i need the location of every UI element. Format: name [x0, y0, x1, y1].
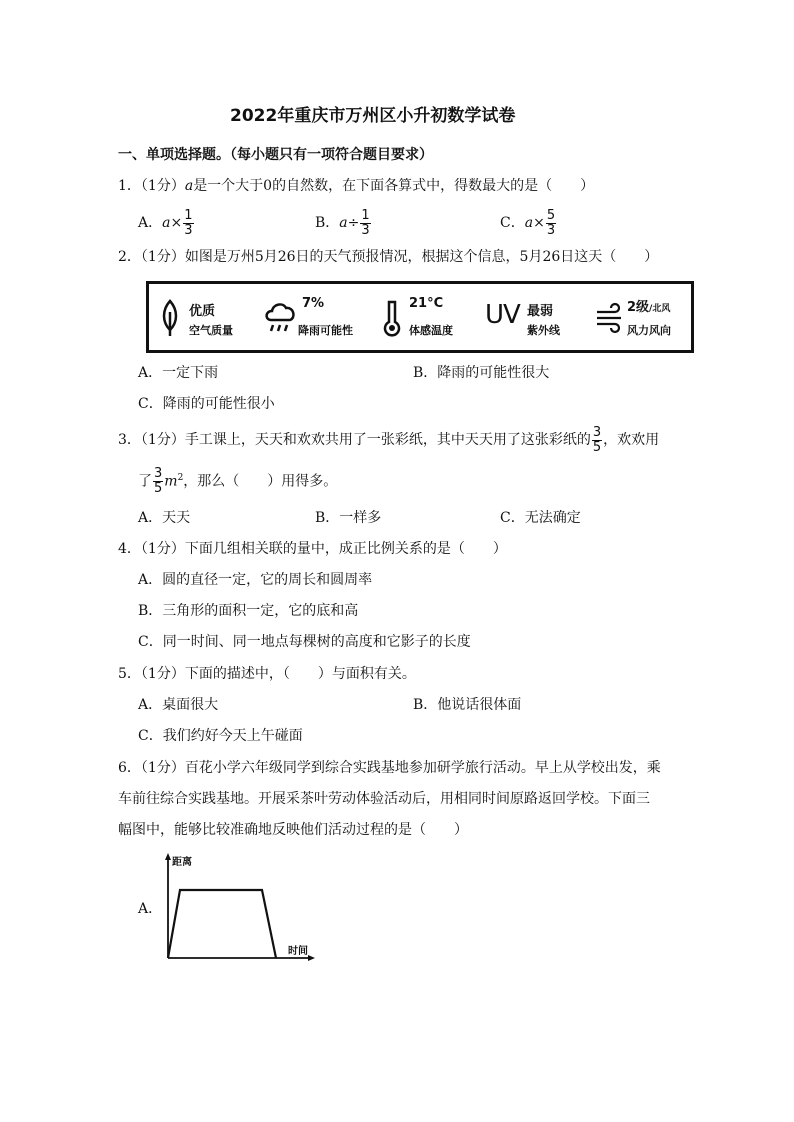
uv-icon: UV — [485, 300, 520, 330]
weather-wind: 2级/北风 风力风向 — [595, 294, 695, 342]
fraction: $\frac{1}{3}$ — [361, 207, 370, 238]
weather-rain-chance: 7% 降雨可能性 — [264, 294, 374, 342]
question-2-option-b[interactable]: B．降雨的可能性很大 — [413, 365, 550, 381]
question-3-line-1: 3．（1分）手工课上，天天和欢欢共用了一张彩纸，其中天天用了这张彩纸的 $\frac{3}{5}$ ，欢欢用 — [118, 424, 660, 455]
question-1-stem: 1．（1分）a是一个大于0的自然数，在下面各算式中，得数最大的是（ ） — [118, 178, 595, 194]
question-5-option-b[interactable]: B．他说话很体面 — [413, 697, 522, 713]
weather-uv-index: UV 最弱 紫外线 — [485, 300, 560, 337]
leaf-icon — [159, 298, 181, 338]
question-3-option-a[interactable]: A．天天 — [138, 510, 191, 526]
question-5-stem: 5．（1分）下面的描述中，（ ）与面积有关。 — [118, 666, 416, 682]
question-4-option-c[interactable]: C．同一时间、同一地点每棵树的高度和它影子的长度 — [138, 634, 471, 650]
section-heading: 一、单项选择题。（每小题只有一项符合题目要求） — [118, 147, 433, 163]
wind-icon — [595, 298, 625, 338]
question-4-option-b[interactable]: B．三角形的面积一定，它的底和高 — [138, 603, 359, 619]
question-4-option-a[interactable]: A．圆的直径一定，它的周长和圆周率 — [138, 572, 373, 588]
fraction: $\frac{5}{3}$ — [546, 207, 556, 238]
question-3-option-c[interactable]: C．无法确定 — [500, 510, 581, 526]
page-title: 2022年重庆市万州区小升初数学试卷 — [230, 106, 516, 126]
question-2-option-c[interactable]: C．降雨的可能性很小 — [138, 396, 275, 412]
graph-y-axis-label: 距离 — [172, 857, 192, 868]
fraction: $\frac{3}{5}$ — [592, 424, 602, 455]
question-1-option-b[interactable]: B．a÷ $\frac{1}{3}$ — [315, 207, 370, 238]
question-2-option-a[interactable]: A．一定下雨 — [138, 365, 219, 381]
weather-air-quality: 优质 空气质量 — [159, 294, 259, 342]
weather-forecast-panel — [146, 281, 694, 353]
question-6-line-3: 幅图中，能够比较准确地反映他们活动过程的是（ ） — [118, 822, 468, 838]
question-2-stem: 2．（1分）如图是万州5月26日的天气预报情况，根据这个信息，5月26日这天（ ） — [118, 249, 659, 265]
question-6-option-a[interactable]: A． — [138, 901, 163, 917]
weather-feels-like: 21°C 体感温度 — [381, 294, 481, 342]
question-4-stem: 4．（1分）下面几组相关联的量中，成正比例关系的是（ ） — [118, 541, 507, 557]
question-1-option-a[interactable]: A．a× $\frac{1}{3}$ — [138, 207, 193, 238]
fraction: $\frac{1}{3}$ — [184, 207, 193, 238]
question-5-option-c[interactable]: C．我们约好今天上午碰面 — [138, 728, 303, 744]
rain-cloud-icon — [264, 298, 298, 338]
question-6-line-2: 车前往综合实践基地。开展采茶叶劳动体验活动后，用相同时间原路返回学校。下面三 — [118, 791, 650, 807]
question-3-option-b[interactable]: B．一样多 — [315, 510, 382, 526]
question-6-line-1: 6．（1分）百花小学六年级同学到综合实践基地参加研学旅行活动。早上从学校出发，乘 — [118, 760, 661, 776]
question-1-option-c[interactable]: C．a× $\frac{5}{3}$ — [500, 207, 556, 238]
fraction: $\frac{3}{5}$ — [154, 466, 163, 497]
thermometer-icon — [381, 298, 403, 338]
question-3-line-2: 了 $\frac{3}{5}$ $m^2$，那么（ ）用得多。 — [138, 466, 338, 497]
question-5-option-a[interactable]: A．桌面很大 — [138, 697, 219, 713]
graph-x-axis-label: 时间 — [288, 946, 308, 957]
